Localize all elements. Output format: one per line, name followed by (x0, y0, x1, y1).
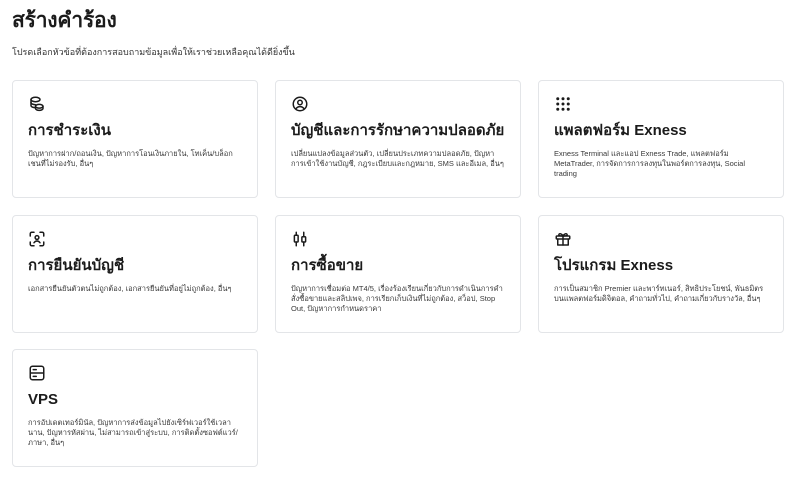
category-card-platforms[interactable] (538, 80, 784, 198)
face-scan-icon (28, 230, 46, 248)
category-card-programs[interactable] (538, 215, 784, 333)
page-title: สร้างคำร้อง (12, 9, 117, 32)
card-title: VPS (28, 391, 59, 408)
card-title: โปรแกรม Exness (554, 257, 674, 274)
server-icon (28, 364, 46, 382)
card-description: การอัปเดตเทอร์มินัล, ปัญหาการส่งข้อมูลไปยังเซิร์ฟเวอร์ใช้เวลานาน, ปัญหารหัสผ่าน, ไม่สามารถเข้าสู่ระบบ, การติดตั้งซอฟต์แวร์/ภาษา, อื่นๆ (28, 418, 238, 447)
card-title: การชำระเงิน (28, 122, 111, 139)
category-card-verification[interactable] (12, 215, 258, 333)
card-title: บัญชีและการรักษาความปลอดภัย (291, 122, 505, 139)
user-circle-icon (291, 95, 309, 113)
coins-icon (28, 95, 46, 113)
card-description: การเป็นสมาชิก Premier และพาร์ทเนอร์, สิทธิประโยชน์, พันธมิตรบนแพลตฟอร์มดิจิตอล, คำถามทั่วไป, คำถามเกี่ยวกับรางวัล, อื่นๆ (554, 284, 764, 303)
page-subtitle: โปรดเลือกหัวข้อที่ต้องการสอบถามข้อมูลเพื่อให้เราช่วยเหลือคุณได้ดียิ่งขึ้น (12, 47, 295, 57)
category-card-account-security[interactable] (275, 80, 521, 198)
grid-dots-icon (554, 95, 572, 113)
card-description: ปัญหาการเชื่อมต่อ MT4/5, เรื่องร้องเรียนเกี่ยวกับการดำเนินการคำสั่งซื้อขายและสลิปเพจ, การเรียกเก็บเงินที่ไม่ถูกต้อง, สว็อป, Stop Out, ปัญหาการกำหนดราคา (291, 284, 503, 313)
card-description: เปลี่ยนแปลงข้อมูลส่วนตัว, เปลี่ยนประเภทความปลอดภัย, ปัญหาการเข้าใช้งานบัญชี, กฎระเบียบและกฎหมาย, SMS และอีเมล, อื่นๆ (291, 149, 504, 168)
card-title: การซื้อขาย (291, 257, 364, 274)
card-title: แพลตฟอร์ม Exness (554, 122, 687, 139)
category-card-vps[interactable] (12, 349, 258, 467)
gift-icon (554, 230, 572, 248)
card-title: การยืนยันบัญชี (28, 257, 125, 274)
category-card-payments[interactable] (12, 80, 258, 198)
category-card-trading[interactable] (275, 215, 521, 333)
card-description: ปัญหาการฝาก/ถอนเงิน, ปัญหาการโอนเงินภายใน, โทเค็น/บล็อกเชนที่ไม่รองรับ, อื่นๆ (28, 149, 233, 168)
candlestick-icon (291, 230, 309, 248)
card-description: เอกสารยืนยันตัวตนไม่ถูกต้อง, เอกสารยืนยันที่อยู่ไม่ถูกต้อง, อื่นๆ (28, 284, 232, 293)
card-description: Exness Terminal และแอป Exness Trade, แพลตฟอร์ม MetaTrader, การจัดการการลงทุนในพอร์ตการลงทุน, Social trading (554, 149, 746, 178)
